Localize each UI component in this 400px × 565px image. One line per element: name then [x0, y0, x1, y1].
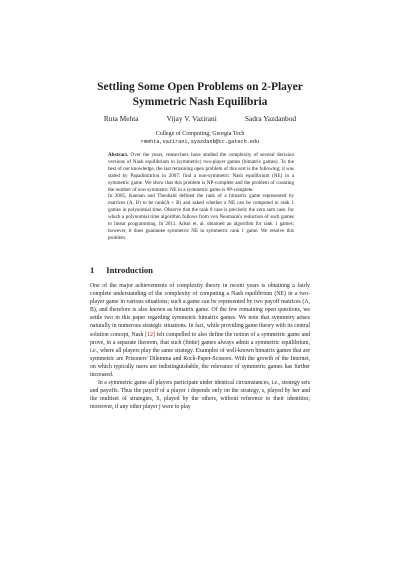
section-number: 1 — [90, 265, 95, 275]
abstract-text-1: Over the years, researchers have studied the complexity of several decision versions of Nash equilibrium in (symmetric) two-player games (bimatrix games). To the best of our knowledge, the last remaining open problem of this sort is the following; it was stated by Papadimitriou in 2007: find a non-symmetric Nash equilibrium (NE) in a symmetric game. We show that this problem is NP-complete and the problem of counting the number of non-symmetric NE in a symmetric game is #P-complete. — [108, 152, 294, 193]
section-title: Introduction — [106, 265, 153, 275]
affiliation: College of Computing, Georgia Tech — [155, 131, 245, 137]
author-emails: rmehta,vazirani,syazdanb@cc.gatech.edu — [140, 139, 260, 145]
affiliation-block — [0, 130, 400, 146]
author-list — [0, 114, 400, 123]
intro-paragraph-1 — [90, 282, 310, 379]
abstract-paragraph-2: In 2005, Kannan and Theobald defined the rank of a bimatrix game represented by matrices (A, B) to be rank(A + B) and asked whether a NE can be computed in rank 1 games in polynomial time. Observe that the rank 0 case is precisely the zero sum case, for which a polynomial time algorithm follows from von Neumann's reduction of such games to linear programming. In 2011, Adsul et. al. obtained an algorithm for rank 1 games; however, it does guarantee symmetric NE in symmetric rank 1 game. We resolve this problem. — [108, 193, 294, 241]
section-heading — [90, 265, 310, 275]
intro-text-1b: felt compelled to also define the notion of a symmetric game and prove, in a separate theorem, that such (finite) games always admit a symmetric equilibrium, i.e., where all players play the same strategy. Examples of well-known bimatrix games that are symmetric are Prisoners' Dilemma and Rock-Paper-Scissors. With the growth of the Internet, on which typically users are indistinguishable, the relevance of symmetric games has further increased. — [90, 331, 311, 379]
intro-body — [90, 282, 310, 412]
intro-paragraph-2: In a symmetric game all players participate under identical circumstances, i.e., strategy sets and payoffs. Thus the payoff of a player i depends only on the strategy, s, played by her and the multiset of strategies, S, played by the others, without reference to their identities; moreover, if any other player j were to play — [90, 380, 310, 411]
author-name: Ruta Mehta — [103, 114, 139, 123]
citation-link[interactable]: [12] — [145, 331, 155, 338]
author-name: Vijay V. Vazirani — [166, 114, 217, 123]
abstract — [108, 152, 294, 242]
paper-title — [0, 80, 400, 110]
author-name: Sadra Yazdanbod — [244, 114, 297, 123]
title-line-1: Settling Some Open Problems on 2-Player — [97, 81, 303, 93]
abstract-label: Abstract. — [108, 152, 129, 158]
abstract-paragraph-1 — [108, 152, 294, 193]
intro-text-1a: One of the major achievements of complexity theory in recent years is obtaining a fairly complete understanding of the complexity of computing a Nash equilibrium (NE) in a two-player game in various situations; such a game can be represented by two payoff matrices (A, B), and therefore is also known as bimatrix game. Of the few remaining open questions, we settle two in this paper regarding symmetric bimatrix games. We note that symmetry arises naturally in numerous strategic situations. In fact, while providing game theory with its central solution concept, Nash — [90, 283, 310, 338]
title-line-2: Symmetric Nash Equilibria — [132, 96, 268, 108]
